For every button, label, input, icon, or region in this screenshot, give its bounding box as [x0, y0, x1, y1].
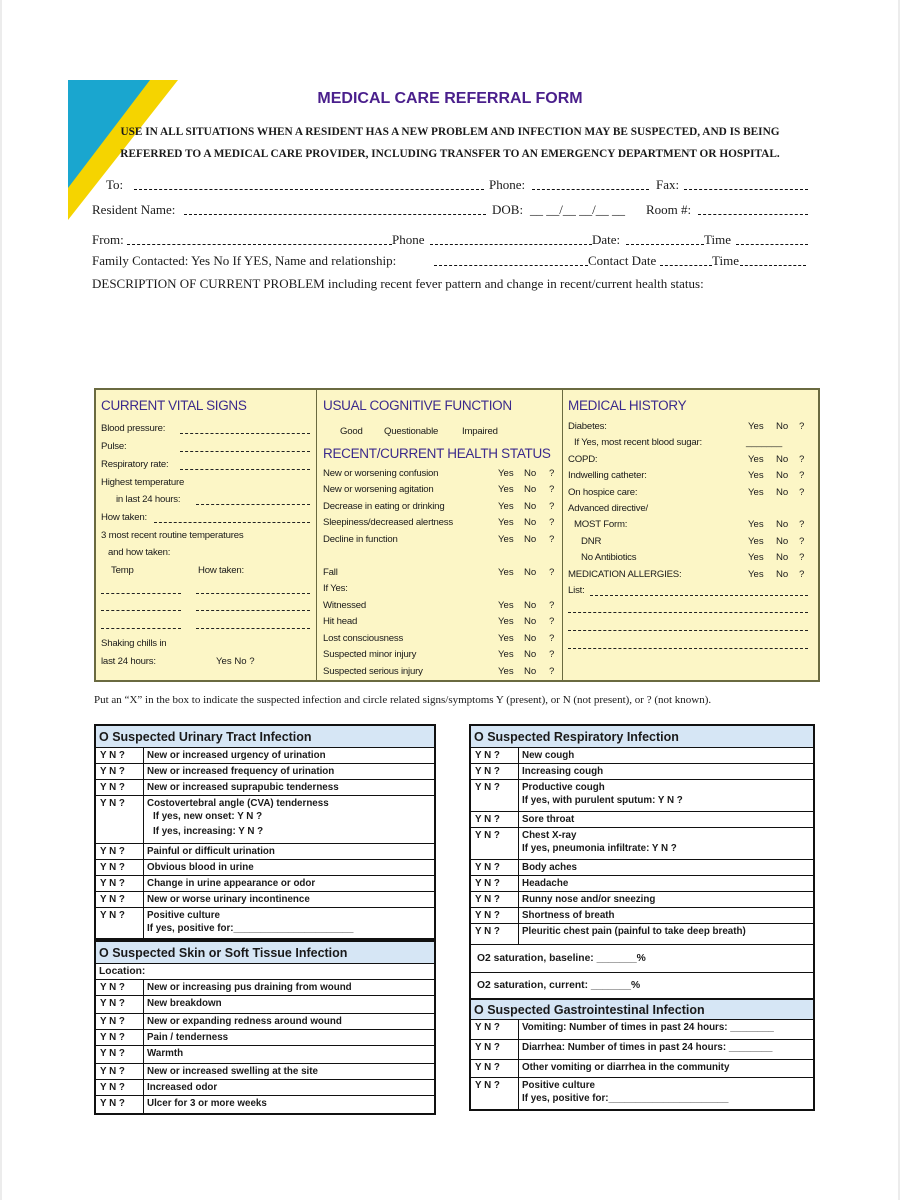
symptom-label: Other vomiting or diarrhea in the community [522, 1062, 730, 1073]
blood-sugar-label: If Yes, most recent blood sugar: [574, 437, 702, 448]
symptom-label: New cough [522, 750, 575, 761]
symptom-row [96, 764, 434, 780]
status-item: Decline in function [323, 534, 398, 545]
status-yes-no-option[interactable]: Yes [498, 666, 514, 677]
yes-no-unknown-options[interactable]: Y N ? [471, 876, 519, 891]
status-item: Suspected serious injury [323, 666, 423, 677]
health-status-heading: RECENT/CURRENT HEALTH STATUS [323, 446, 551, 461]
from-field[interactable] [127, 233, 392, 245]
diabetes-label: Diabetes: [568, 421, 607, 432]
status-item: New or worsening agitation [323, 484, 434, 495]
status-yes-no-option[interactable]: Yes [498, 649, 514, 660]
pulse-label: Pulse: [101, 441, 127, 452]
symptom-label: Vomiting: Number of times in past 24 hours: ________ [522, 1022, 774, 1033]
history-yes-no-option[interactable]: Yes [748, 470, 764, 481]
symptom-row [471, 860, 813, 876]
yes-no-unknown-options[interactable]: Y N ? [96, 876, 144, 891]
gi-heading[interactable]: O Suspected Gastrointestinal Infection [471, 1000, 813, 1020]
symptom-row [471, 892, 813, 908]
history-yes-no-option[interactable]: ? [799, 470, 805, 481]
symptom-row [471, 828, 813, 860]
temp-3-field[interactable] [101, 628, 181, 629]
symptom-followup[interactable]: If yes, new onset: Y N ? [153, 811, 263, 822]
symptom-row [471, 1040, 813, 1060]
status-yes-no-option[interactable]: No [524, 616, 537, 627]
symptom-row [96, 876, 434, 892]
pulse-field[interactable] [180, 451, 310, 452]
copd-label: COPD: [568, 454, 598, 465]
symptom-row [471, 908, 813, 924]
history-yes-no-option[interactable]: ? [799, 536, 805, 547]
symptom-label: New or increased frequency of urination [147, 766, 335, 777]
status-yes-no-option[interactable]: ? [549, 534, 555, 545]
yes-no-unknown-options[interactable]: Y N ? [96, 764, 144, 779]
symptom-label: Shortness of breath [522, 910, 615, 921]
to-label: To: [106, 177, 124, 192]
skin-location-label: Location: [96, 964, 434, 980]
respiratory-heading[interactable]: O Suspected Respiratory Infection [471, 726, 813, 748]
history-yes-no-option[interactable]: No [776, 421, 789, 432]
status-item: Decrease in eating or drinking [323, 501, 445, 512]
symptom-row [96, 796, 434, 844]
yes-no-unknown-options[interactable]: Y N ? [96, 1046, 144, 1063]
status-yes-no-option[interactable]: No [524, 567, 537, 578]
symptom-label: Positive culture [147, 910, 220, 921]
yes-no-unknown-options[interactable]: Y N ? [471, 1040, 519, 1059]
allergies-label: MEDICATION ALLERGIES: [568, 569, 682, 580]
blood-sugar-field[interactable]: _______ [746, 437, 782, 448]
contact-time-field[interactable] [740, 254, 806, 266]
history-yes-no-option[interactable]: No [776, 470, 789, 481]
status-yes-no-option[interactable]: ? [549, 633, 555, 644]
symptom-label: New or expanding redness around wound [147, 1016, 342, 1027]
symptom-label: Pleuritic chest pain (painful to take deep breath) [522, 926, 746, 937]
status-yes-no-option[interactable]: No [524, 600, 537, 611]
dnr-label: DNR [581, 536, 602, 547]
yes-no-unknown-options[interactable]: Y N ? [471, 892, 519, 907]
status-yes-no-option[interactable]: Yes [498, 484, 514, 495]
symptom-label: Warmth [147, 1048, 184, 1059]
symptom-label: New breakdown [147, 998, 222, 1009]
symptom-row [471, 1060, 813, 1078]
yes-no-unknown-options[interactable]: Y N ? [96, 908, 144, 938]
symptom-followup[interactable]: If yes, increasing: Y N ? [153, 826, 264, 837]
referral-form-page [2, 0, 898, 1200]
dob-label: DOB: [492, 202, 524, 217]
symptom-label: Costovertebral angle (CVA) tenderness [147, 798, 329, 809]
date-label: Date: [592, 232, 621, 247]
symptom-row [96, 1096, 434, 1113]
status-yes-no-option[interactable]: Yes [498, 468, 514, 479]
cognitive-impaired[interactable]: Impaired [462, 426, 498, 437]
yes-no-unknown-options[interactable]: Y N ? [471, 1060, 519, 1077]
symptom-label: Runny nose and/or sneezing [522, 894, 656, 905]
how-taken-label: How taken: [101, 512, 147, 523]
from-phone-label: Phone [392, 232, 425, 247]
history-yes-no-option[interactable]: ? [799, 421, 805, 432]
status-yes-no-option[interactable]: ? [549, 649, 555, 660]
history-yes-no-option[interactable]: ? [799, 487, 805, 498]
history-yes-no-option[interactable]: ? [799, 569, 805, 580]
shaking-chills-label: Shaking chills in [101, 638, 167, 649]
yes-no-unknown-options[interactable]: Y N ? [471, 812, 519, 827]
symptom-label: Sore throat [522, 814, 575, 825]
cognitive-good[interactable]: Good [340, 426, 363, 437]
status-yes-no-option[interactable]: Yes [498, 633, 514, 644]
symptom-row [471, 780, 813, 812]
status-yes-no-option[interactable]: ? [549, 517, 555, 528]
family-contacted-label: Family Contacted: Yes No If YES, Name and relationship: [92, 253, 397, 268]
symptom-followup[interactable]: If yes, positive for:______________________ [522, 1093, 729, 1104]
symptom-row [96, 1014, 434, 1030]
symptom-label: Chest X-ray [522, 830, 577, 841]
status-yes-no-option[interactable]: No [524, 649, 537, 660]
time-label: Time [704, 232, 731, 247]
history-yes-no-option[interactable]: No [776, 519, 789, 530]
symptom-followup[interactable]: If yes, with purulent sputum: Y N ? [522, 795, 683, 806]
symptom-row [96, 844, 434, 860]
yes-no-unknown-options[interactable]: Y N ? [96, 796, 144, 843]
uti-heading[interactable]: O Suspected Urinary Tract Infection [96, 726, 434, 748]
symptom-label: Positive culture [522, 1080, 595, 1091]
symptom-label: New or worse urinary incontinence [147, 894, 310, 905]
yes-no-unknown-options[interactable]: Y N ? [96, 1030, 144, 1045]
most-form-label: MOST Form: [574, 519, 628, 530]
status-yes-no-option[interactable]: No [524, 501, 537, 512]
symptom-label: Ulcer for 3 or more weeks [147, 1098, 267, 1109]
history-yes-no-option[interactable]: No [776, 454, 789, 465]
status-item: New or worsening confusion [323, 468, 439, 479]
catheter-label: Indwelling catheter: [568, 470, 647, 481]
symptom-label: Increasing cough [522, 766, 604, 777]
history-yes-no-option[interactable]: No [776, 569, 789, 580]
history-yes-no-option[interactable]: Yes [748, 454, 764, 465]
o2-current-field[interactable]: O2 saturation, current: _______% [477, 980, 641, 991]
symptom-row [96, 860, 434, 876]
status-yes-no-option[interactable]: No [524, 484, 537, 495]
symptom-label: Diarrhea: Number of times in past 24 hours: ________ [522, 1042, 773, 1053]
temp-1-field[interactable] [101, 593, 181, 594]
status-yes-no-option[interactable]: ? [549, 666, 555, 677]
status-item: Suspected minor injury [323, 649, 417, 660]
status-item: Hit head [323, 616, 358, 627]
symptom-row [96, 908, 434, 938]
symptom-followup[interactable]: If yes, pneumonia infiltrate: Y N ? [522, 843, 677, 854]
status-yes-no-option[interactable]: ? [549, 567, 555, 578]
symptom-row [96, 1080, 434, 1096]
fall-label: Fall [323, 567, 338, 578]
how-1-field[interactable] [196, 593, 310, 594]
if-yes-label: If Yes: [323, 583, 348, 594]
highest-temp-label: Highest temperature [101, 477, 185, 488]
symptom-label: Productive cough [522, 782, 605, 793]
status-yes-no-option[interactable]: No [524, 633, 537, 644]
vitals-heading: CURRENT VITAL SIGNS [101, 398, 247, 413]
status-yes-no-option[interactable]: Yes [498, 616, 514, 627]
skin-heading[interactable]: O Suspected Skin or Soft Tissue Infection [96, 942, 434, 964]
status-yes-no-option[interactable]: Yes [498, 534, 514, 545]
blood-pressure-label: Blood pressure: [101, 423, 166, 434]
allergies-list-label: List: [568, 585, 585, 596]
history-yes-no-option[interactable]: Yes [748, 421, 764, 432]
yes-no-unknown-options[interactable]: Y N ? [96, 1064, 144, 1079]
history-yes-no-option[interactable]: ? [799, 519, 805, 530]
yes-no-unknown-options[interactable]: Y N ? [96, 980, 144, 995]
intro-line-1: USE IN ALL SITUATIONS WHEN A RESIDENT HAS A NEW PROBLEM AND INFECTION MAY BE SUSPECTED, AND IS BEING [120, 126, 780, 138]
history-yes-no-option[interactable]: Yes [748, 552, 764, 563]
cognitive-heading: USUAL COGNITIVE FUNCTION [323, 398, 512, 413]
from-phone-field[interactable] [430, 233, 592, 245]
symptom-label: Painful or difficult urination [147, 846, 275, 857]
yes-no-unknown-options[interactable]: Y N ? [471, 924, 519, 944]
temp-2-field[interactable] [101, 610, 181, 611]
symptom-row [96, 1046, 434, 1064]
symptom-row [96, 1030, 434, 1046]
resp-rate-field[interactable] [180, 469, 310, 470]
symptom-label: Headache [522, 878, 569, 889]
how-taken-field[interactable] [154, 522, 310, 523]
contact-time-label: Time [712, 253, 739, 268]
yes-no-unknown-options[interactable]: Y N ? [96, 860, 144, 875]
yes-no-unknown-options[interactable]: Y N ? [96, 780, 144, 795]
no-antibiotics-label: No Antibiotics [581, 552, 637, 563]
history-yes-no-option[interactable]: Yes [748, 569, 764, 580]
blood-pressure-field[interactable] [180, 433, 310, 434]
symptom-label: Pain / tenderness [147, 1032, 229, 1043]
vitals-status-history-box [94, 388, 820, 682]
history-yes-no-option[interactable]: Yes [748, 487, 764, 498]
dob-field[interactable]: __ __/__ __/__ __ [530, 202, 625, 217]
medical-history-heading: MEDICAL HISTORY [568, 398, 687, 413]
last24-label: in last 24 hours: [116, 494, 181, 505]
status-item: Lost consciousness [323, 633, 404, 644]
highest-temp-field[interactable] [196, 504, 310, 505]
status-yes-no-option[interactable]: ? [549, 484, 555, 495]
instruction-note: Put an “X” in the box to indicate the suspected infection and circle related signs/symptoms Y (present), or N (not present), or ? (not known). [94, 694, 712, 706]
yes-no-unknown-options[interactable]: Y N ? [471, 908, 519, 923]
gi-table [469, 998, 815, 1111]
cognitive-questionable[interactable]: Questionable [384, 426, 439, 437]
symptom-label: Change in urine appearance or odor [147, 878, 316, 889]
symptom-row [96, 996, 434, 1014]
history-yes-no-option[interactable]: No [776, 487, 789, 498]
yes-no-unknown-options[interactable]: Y N ? [96, 748, 144, 763]
status-yes-no-option[interactable]: ? [549, 501, 555, 512]
o2-baseline-field[interactable]: O2 saturation, baseline: _______% [471, 945, 813, 973]
status-yes-no-option[interactable]: No [524, 534, 537, 545]
status-yes-no-option[interactable]: Yes [498, 600, 514, 611]
symptom-label: Increased odor [147, 1082, 218, 1093]
resident-name-field[interactable] [184, 203, 486, 215]
allergies-field-2[interactable] [568, 612, 808, 613]
how-taken-column-label: How taken: [198, 565, 244, 576]
status-yes-no-option[interactable]: Yes [498, 517, 514, 528]
time-field[interactable] [736, 233, 808, 245]
history-yes-no-option[interactable]: ? [799, 552, 805, 563]
status-yes-no-option[interactable]: No [524, 517, 537, 528]
symptom-row [471, 1078, 813, 1109]
uti-table [94, 724, 436, 940]
symptom-followup[interactable]: If yes, positive for:______________________ [147, 923, 354, 934]
how-2-field[interactable] [196, 610, 310, 611]
yes-no-unknown-options[interactable]: Y N ? [96, 996, 144, 1013]
status-yes-no-option[interactable]: ? [549, 468, 555, 479]
status-item: Sleepiness/decreased alertness [323, 517, 453, 528]
respiratory-table [469, 724, 815, 1000]
from-label: From: [92, 232, 124, 247]
yes-no-unknown-options[interactable]: Y N ? [96, 844, 144, 859]
symptom-row [471, 876, 813, 892]
symptom-label: New or increased urgency of urination [147, 750, 326, 761]
symptom-label: Obvious blood in urine [147, 862, 254, 873]
status-yes-no-option[interactable]: No [524, 468, 537, 479]
status-yes-no-option[interactable]: ? [549, 616, 555, 627]
history-yes-no-option[interactable]: ? [799, 454, 805, 465]
symptom-row [471, 1020, 813, 1040]
yes-no-unknown-options[interactable]: Y N ? [471, 1078, 519, 1109]
history-yes-no-option[interactable]: No [776, 536, 789, 547]
history-yes-no-option[interactable]: No [776, 552, 789, 563]
status-yes-no-option[interactable]: Yes [498, 501, 514, 512]
yes-no-unknown-options[interactable]: Y N ? [471, 860, 519, 875]
intro-line-2: REFERRED TO A MEDICAL CARE PROVIDER, INCLUDING TRANSFER TO AN EMERGENCY DEPARTMENT OR HOSPITAL. [120, 148, 780, 160]
family-name-field[interactable] [434, 254, 588, 266]
phone-field[interactable] [532, 178, 649, 190]
allergies-field-4[interactable] [568, 648, 808, 649]
allergies-field-3[interactable] [568, 630, 808, 631]
temp-column-label: Temp [111, 565, 134, 576]
status-item: Witnessed [323, 600, 366, 611]
status-yes-no-option[interactable]: Yes [498, 567, 514, 578]
hospice-label: On hospice care: [568, 487, 638, 498]
status-yes-no-option[interactable]: No [524, 666, 537, 677]
symptom-label: New or increased suprapubic tenderness [147, 782, 339, 793]
yes-no-unknown-options[interactable]: Y N ? [471, 1020, 519, 1039]
yes-no-unknown-options[interactable]: Y N ? [471, 828, 519, 859]
resident-name-label: Resident Name: [92, 202, 176, 217]
symptom-row [471, 764, 813, 780]
history-yes-no-option[interactable]: Yes [748, 519, 764, 530]
allergies-field-1[interactable] [590, 595, 808, 596]
symptom-row [96, 1064, 434, 1080]
symptom-row [471, 924, 813, 945]
yes-no-unknown-options[interactable]: Y N ? [96, 1014, 144, 1029]
yes-no-unknown-options[interactable]: Y N ? [96, 1096, 144, 1113]
fax-field[interactable] [684, 178, 808, 190]
history-yes-no-option[interactable]: Yes [748, 536, 764, 547]
and-how-label: and how taken: [108, 547, 171, 558]
symptom-row [96, 980, 434, 996]
contact-date-label: Contact Date [588, 253, 657, 268]
symptom-label: New or increasing pus draining from wound [147, 982, 352, 993]
resp-rate-label: Respiratory rate: [101, 459, 169, 470]
contact-date-field[interactable] [660, 254, 712, 266]
yes-no-unknown-options[interactable]: Y N ? [96, 892, 144, 907]
form-title: MEDICAL CARE REFERRAL FORM [317, 90, 583, 107]
yes-no-unknown-options[interactable]: Y N ? [471, 748, 519, 763]
date-field[interactable] [626, 233, 704, 245]
symptom-label: New or increased swelling at the site [147, 1066, 318, 1077]
symptom-row [471, 748, 813, 764]
symptom-row [96, 748, 434, 764]
shaking-yes-no[interactable]: Yes No ? [216, 656, 255, 667]
fax-label: Fax: [656, 177, 680, 192]
symptom-row [96, 780, 434, 796]
skin-table [94, 940, 436, 1115]
yes-no-unknown-options[interactable]: Y N ? [471, 764, 519, 779]
room-field[interactable] [698, 203, 808, 215]
recent-temps-label: 3 most recent routine temperatures [101, 530, 244, 541]
yes-no-unknown-options[interactable]: Y N ? [471, 780, 519, 811]
how-3-field[interactable] [196, 628, 310, 629]
symptom-row [96, 892, 434, 908]
to-field[interactable] [134, 178, 484, 190]
symptom-label: Body aches [522, 862, 577, 873]
description-label: DESCRIPTION OF CURRENT PROBLEM including recent fever pattern and change in recent/current health status: [92, 276, 704, 291]
shaking-last24-label: last 24 hours: [101, 656, 156, 667]
status-yes-no-option[interactable]: ? [549, 600, 555, 611]
yes-no-unknown-options[interactable]: Y N ? [96, 1080, 144, 1095]
directive-label: Advanced directive/ [568, 503, 648, 514]
symptom-row [471, 812, 813, 828]
phone-label: Phone: [489, 177, 526, 192]
room-label: Room #: [646, 202, 692, 217]
